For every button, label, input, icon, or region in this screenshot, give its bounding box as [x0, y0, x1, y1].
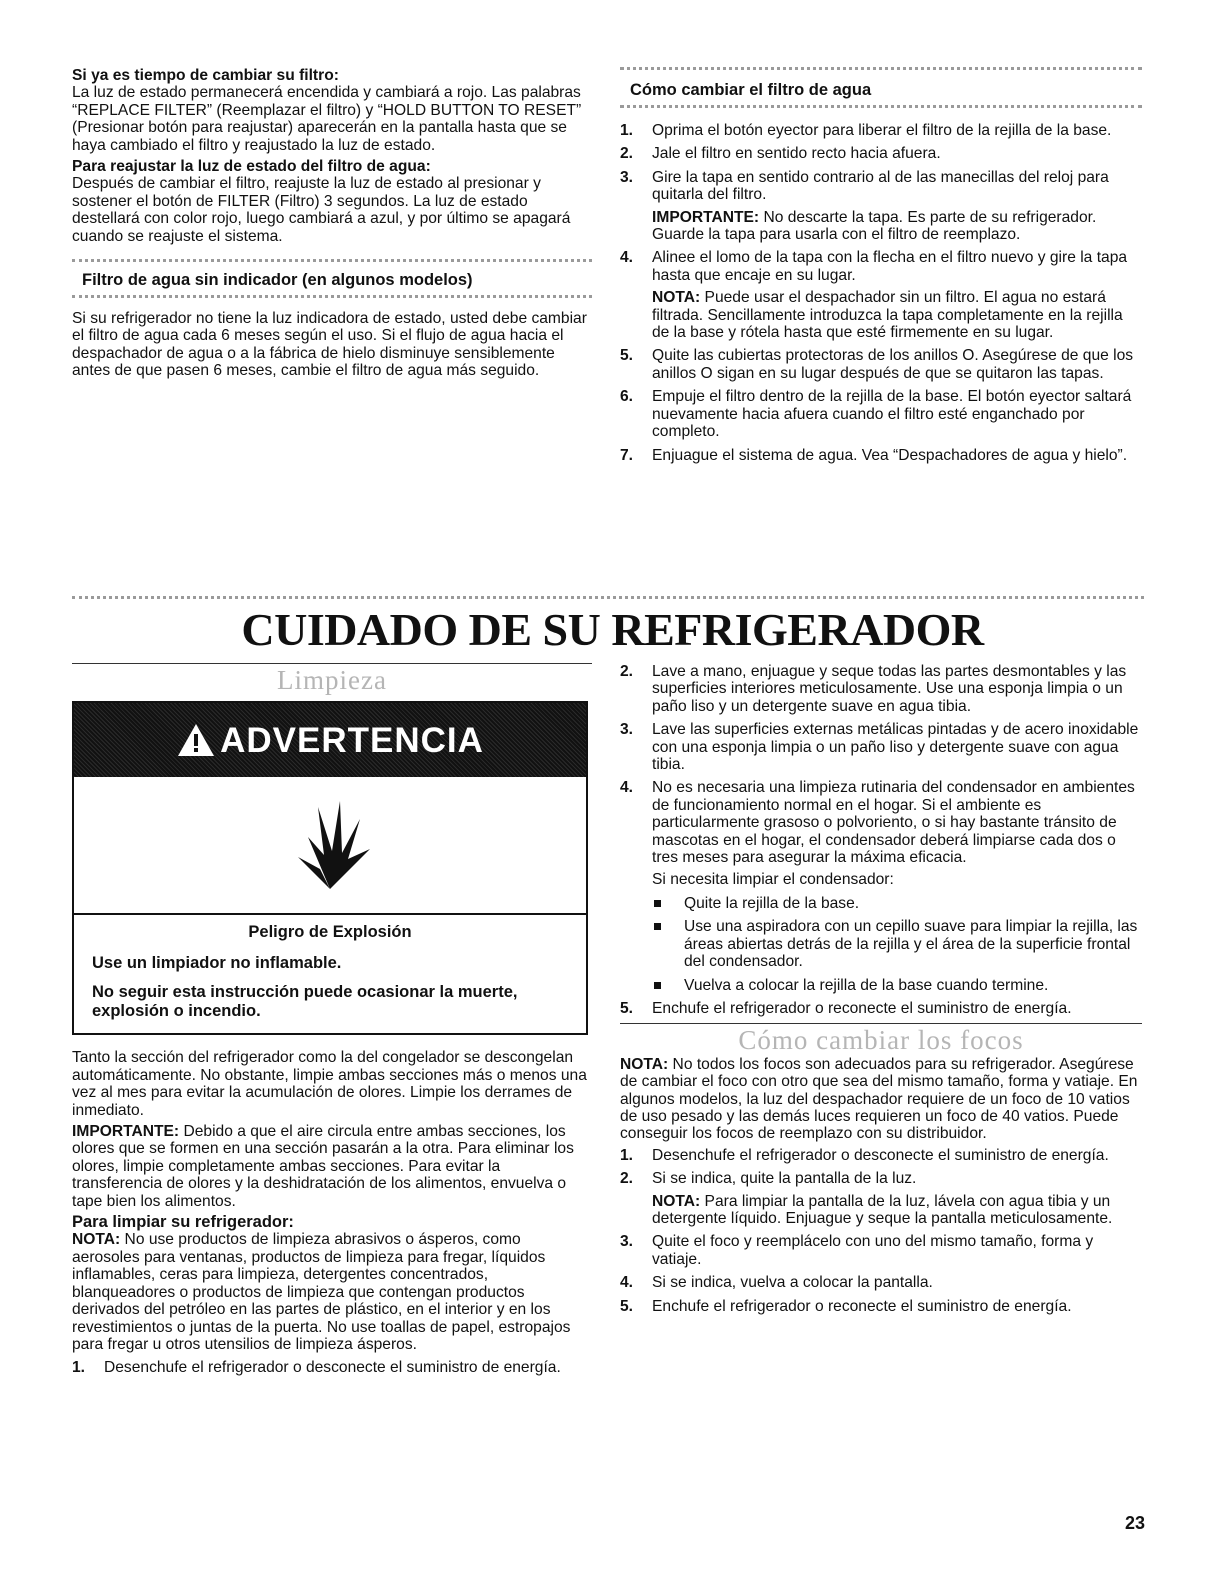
section-title-no-indicator: Filtro de agua sin indicador (en algunos modelos) — [82, 271, 473, 290]
warning-line-1: Use un limpiador no inflamable. — [92, 954, 342, 973]
title-divider — [72, 596, 1144, 599]
bullet-text: Use una aspiradora con un cepillo suave para limpiar la rejilla, las áreas abiertas detrás de la rejilla y el área de la superficie frontal del condensador. — [684, 918, 1138, 971]
warning-text — [74, 915, 586, 1033]
clean-heading: Para limpiar su refrigerador: — [72, 1213, 294, 1232]
step-text: Desenchufe el refrigerador o desconecte el suministro de energía. — [104, 1359, 561, 1377]
important-label: IMPORTANTE: — [72, 1123, 180, 1141]
bullet-text: Vuelva a colocar la rejilla de la base cuando termine. — [684, 976, 1049, 994]
step-number: 3. — [620, 1233, 634, 1251]
list-item — [620, 169, 1142, 244]
condenser-intro: Si necesita limpiar el condensador: — [652, 871, 894, 889]
list-item — [620, 122, 1142, 139]
list-item — [620, 1274, 1142, 1291]
step-text: Enjuague el sistema de agua. Vea “Despachadores de agua y hielo”. — [652, 446, 1128, 464]
step-text: Si se indica, quite la pantalla de la luz. — [652, 1170, 917, 1188]
list-item — [620, 1147, 1142, 1164]
top-right-column — [620, 67, 1142, 470]
cleaning-intro: Tanto la sección del refrigerador como la del congelador se descongelan automáticamente. No obstante, limpie ambas secciones más o menos una vez al mes para evitar la acumulación de olores. Limpie los derrames de inmediato. — [72, 1049, 587, 1119]
step-text: Si se indica, vuelva a colocar la pantalla. — [652, 1274, 933, 1292]
section-title-change-filter: Cómo cambiar el filtro de agua — [630, 81, 872, 99]
note-text: No descarte la tapa. Es parte de su refrigerador. Guarde la tapa para usarla con el filtro de reemplazo. — [652, 208, 1097, 244]
step-text: Oprima el botón eyector para liberar el filtro de la rejilla de la base. — [652, 122, 1112, 139]
step-note — [652, 1193, 1142, 1228]
explosion-icon-area — [74, 777, 586, 915]
nota-paragraph — [72, 1231, 592, 1353]
step-text: Jale el filtro en sentido recto hacia afuera. — [652, 145, 941, 163]
divider — [72, 295, 592, 302]
bulb-steps-list — [620, 1147, 1142, 1315]
divider — [620, 1023, 1142, 1024]
filter-change-heading: Si ya es tiempo de cambiar su filtro: — [72, 67, 339, 84]
divider — [72, 663, 592, 664]
page-number: 23 — [1124, 1513, 1145, 1533]
step-number: 5. — [620, 1297, 634, 1315]
warning-triangle-icon — [176, 722, 216, 758]
list-item — [620, 721, 1142, 773]
warning-line-2: No seguir esta instrucción puede ocasionar la muerte, explosión o incendio. — [92, 983, 518, 1021]
reset-text: Después de cambiar el filtro, reajuste la luz de estado al presionar y sostener el botón de FILTER (Filtro) 3 segundos. La luz de estado destellará con color rojo, luego cambiará a azul, y por último se apagará cuando se reajuste el sistema. — [72, 175, 571, 245]
step-number: 4. — [620, 249, 634, 267]
bullet-square-icon — [654, 982, 661, 989]
note-label: NOTA: — [652, 1192, 701, 1210]
bullet-square-icon — [654, 923, 661, 930]
list-item — [620, 1298, 1142, 1315]
step-number: 4. — [620, 1274, 634, 1292]
condenser-bullets — [652, 895, 1142, 994]
divider — [72, 259, 592, 266]
list-item — [620, 1233, 1142, 1268]
cleaning-steps-list — [72, 1359, 592, 1376]
bullet-item — [652, 918, 1142, 970]
reset-heading: Para reajustar la luz de estado del filtro de agua: — [72, 158, 431, 176]
list-item — [620, 388, 1142, 440]
step-number: 2. — [620, 145, 634, 163]
step-number: 1. — [620, 122, 634, 139]
step-text: Empuje el filtro dentro de la rejilla de la base. El botón eyector saltará nuevamente hacia afuera cuando el filtro esté enganchado por completo. — [652, 388, 1132, 441]
important-text: Debido a que el aire circula entre ambas secciones, los olores que se formen en una sección pasarán a la otra. Para eliminar los olores, limpie completamente ambas secciones. Para evitar la transferencia de olores y la deshidratación de los alimentos, envuelva o tape bien los alimentos. — [72, 1123, 574, 1210]
list-item — [620, 1170, 1142, 1227]
nota-text: No use productos de limpieza abrasivos o ásperos, como aerosoles para ventanas, productos de limpieza para fregar, líquidos inflamables, ceras para limpieza, detergentes concentrados, blanqueadores o productos de limpieza que contengan productos derivados del petróleo en las partes de plástico, en el interior y en los revestimientos o juntas de la puerta. No use toallas de papel, estropajos para fregar u otros utensilios de limpieza ásperos. — [72, 1231, 571, 1353]
bottom-right-column — [620, 663, 1142, 1321]
list-item — [72, 1359, 592, 1376]
step-text: Gire la tapa en sentido contrario al de las manecillas del reloj para quitarla del filtro. — [652, 168, 1109, 204]
filter-steps-list — [620, 122, 1142, 464]
page-title: CUIDADO DE SU REFRIGERADOR — [241, 604, 984, 655]
bullet-text: Quite la rejilla de la base. — [684, 894, 860, 912]
filter-change-text: La luz de estado permanecerá encendida y cambiará a rojo. Las palabras “REPLACE FILTER” (Reemplazar el filtro) y “HOLD BUTTON TO RESET” (Presionar botón para reajustar) aparecerán en la pantalla hasta que se haya cambiado el filtro y reajustado la luz de estado. — [72, 84, 582, 154]
bottom-left-column — [72, 663, 592, 1383]
cleaning-steps-list-continued — [620, 663, 1142, 1017]
hazard-title: Peligro de Explosión — [248, 923, 412, 942]
note-text: Para limpiar la pantalla de la luz, lávela con agua tibia y un detergente líquido. Enjuague y seque la pantalla meticulosamente. — [652, 1192, 1113, 1227]
step-text: No es necesaria una limpieza rutinaria del condensador en ambientes de funcionamiento normal en el hogar. Si el ambiente es particularmente grasoso o polvoriento, o si hay bastante tránsito de mascotas en el hogar, el condensador deberá limpiarse cada dos o tres meses para asegurar la máxima eficacia. — [652, 779, 1135, 867]
step-note — [652, 289, 1142, 341]
step-number: 3. — [620, 721, 634, 739]
step-number: 1. — [620, 1146, 634, 1164]
bullet-item — [652, 895, 1142, 912]
list-item — [620, 779, 1142, 993]
step-number: 5. — [620, 347, 634, 365]
explosion-icon — [288, 797, 372, 893]
nota-label: NOTA: — [72, 1231, 121, 1249]
nota-label: NOTA: — [620, 1055, 669, 1073]
step-number: 2. — [620, 1170, 634, 1188]
list-item — [620, 447, 1142, 464]
warning-title: ADVERTENCIA — [220, 720, 484, 760]
list-item — [620, 347, 1142, 382]
step-number: 5. — [620, 999, 634, 1017]
top-left-column — [72, 67, 592, 384]
step-text: Enchufe el refrigerador o reconecte el suministro de energía. — [652, 1297, 1072, 1315]
step-number: 7. — [620, 446, 634, 464]
nota-text: No todos los focos son adecuados para su refrigerador. Asegúrese de cambiar el foco con otro que sea del mismo tamaño, forma y vatiaje. En algunos modelos, la luz del despachador requiere de un foco de 10 vatios de uso pesado y las demás luces requieren un foco de 40 vatios. Puede conseguir los focos de reemplazo con su distribuidor. — [620, 1055, 1138, 1143]
step-number: 4. — [620, 779, 634, 797]
list-item — [620, 249, 1142, 341]
warning-box — [72, 701, 588, 1035]
step-text: Quite el foco y reemplácelo con uno del mismo tamaño, forma y vatiaje. — [652, 1233, 1094, 1268]
subtitle-limpieza: Limpieza — [277, 665, 387, 695]
list-item — [620, 663, 1142, 715]
note-text: Puede usar el despachador sin un filtro. El agua no estará filtrada. Sencillamente introduzca la tapa completamente en la rejilla de la base y rótela hasta que esté firmemente en su lugar. — [652, 289, 1123, 342]
divider — [620, 105, 1142, 112]
note-label: NOTA: — [652, 289, 701, 307]
step-note — [652, 209, 1142, 244]
bullet-item — [652, 977, 1142, 994]
step-number: 6. — [620, 388, 634, 406]
subtitle-focos: Cómo cambiar los focos — [738, 1025, 1024, 1056]
warning-header — [74, 703, 586, 777]
bullet-square-icon — [654, 900, 661, 907]
step-text: Enchufe el refrigerador o reconecte el suministro de energía. — [652, 999, 1072, 1017]
important-paragraph — [72, 1123, 592, 1210]
list-item — [620, 145, 1142, 162]
list-item — [620, 1000, 1142, 1017]
step-text: Alinee el lomo de la tapa con la flecha en el filtro nuevo y gire la tapa hasta que encaje en su lugar. — [652, 249, 1128, 284]
step-text: Lave a mano, enjuague y seque todas las partes desmontables y las superficies interiores meticulosamente. Use una esponja limpia o un paño liso y un detergente suave en agua tibia. — [652, 663, 1127, 715]
step-text: Quite las cubiertas protectoras de los anillos O. Asegúrese de que los anillos O sigan en su lugar después de que se quitaron las tapas. — [652, 347, 1134, 382]
note-label: IMPORTANTE: — [652, 208, 760, 226]
step-number: 2. — [620, 663, 634, 680]
step-number: 1. — [72, 1359, 86, 1377]
step-text: Desenchufe el refrigerador o desconecte el suministro de energía. — [652, 1146, 1109, 1164]
divider — [620, 67, 1142, 74]
step-text: Lave las superficies externas metálicas pintadas y de acero inoxidable con una esponja limpia o un paño liso y detergente suave con agua tibia. — [652, 721, 1139, 774]
no-indicator-text: Si su refrigerador no tiene la luz indicadora de estado, usted debe cambiar el filtro de agua cada 6 meses según el uso. Si el flujo de agua hacia el despachador de agua o a la fábrica de hielo disminuye sensiblemente antes de que pasen 6 meses, cambie el filtro de agua más seguido. — [72, 310, 587, 380]
step-number: 3. — [620, 168, 634, 186]
bulb-nota-paragraph — [620, 1056, 1142, 1143]
